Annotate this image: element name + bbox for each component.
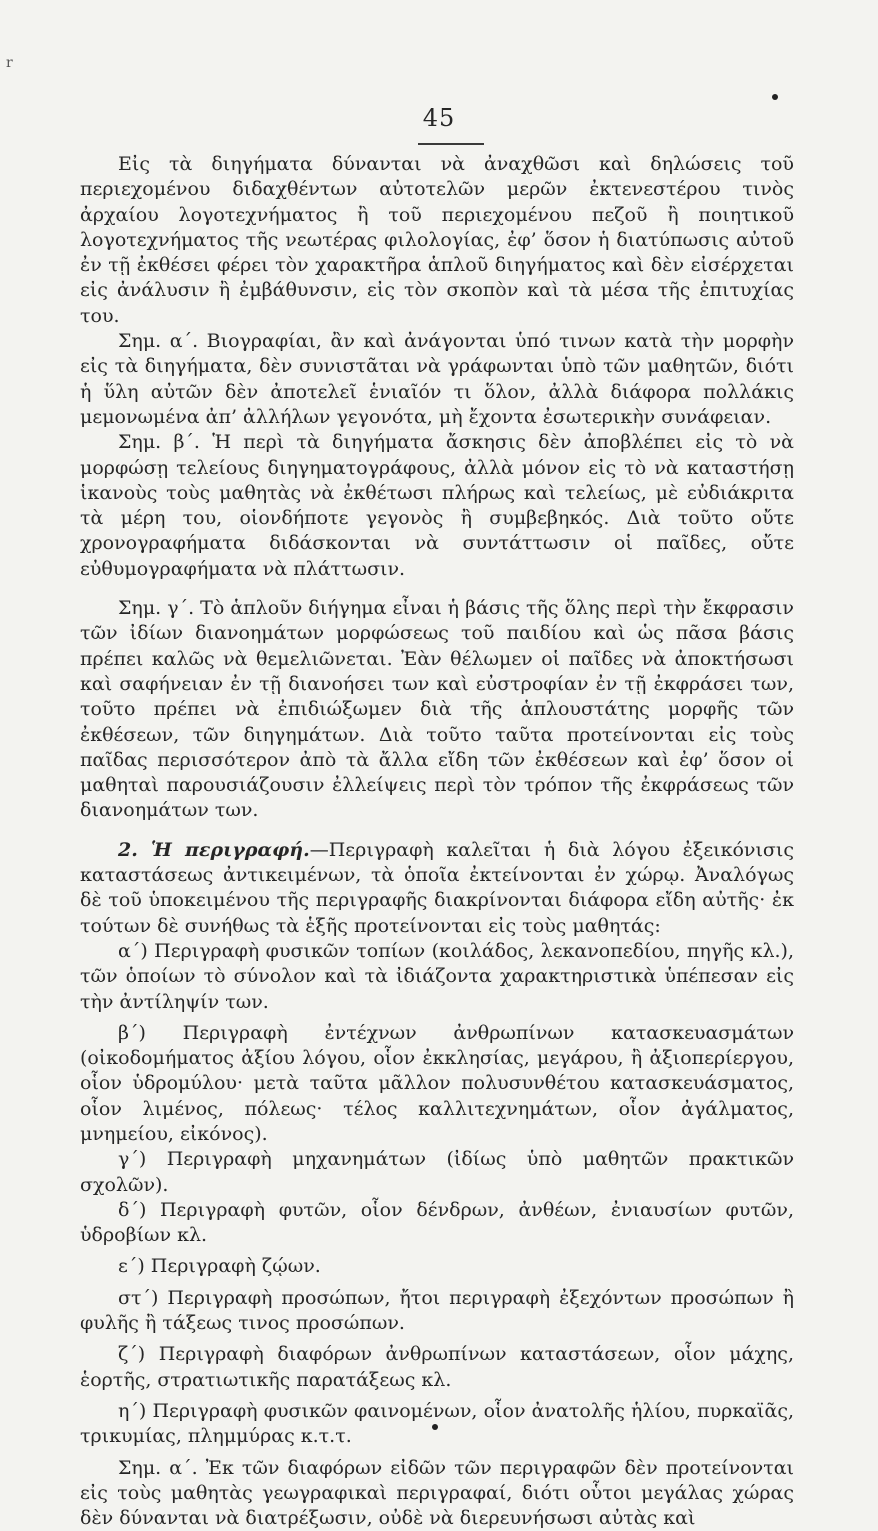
page-number: 45: [422, 104, 456, 132]
list-item-epsilon: ε΄) Περιγραφὴ ζῴων.: [118, 1255, 321, 1278]
list-item-stigma: στ΄) Περιγραφὴ προσώπων, ἤτοι περιγραφὴ ἐξεχόντων προσώπων ἢ φυλῆς ἢ τάξεως τινος προσώπων.: [80, 1286, 794, 1335]
note-final: Σημ. α΄. Ἐκ τῶν διαφόρων εἰδῶν τῶν περιγραφῶν δὲν προτείνονται εἰς τοὺς μαθητὰς γεωγραφικαὶ περιγραφαί, διότι οὗτοι μεγάλας χώρας δὲν δύνανται νὰ διατρέξωσιν, οὐδὲ νὰ διερευνήσωσι αὐτὰς καὶ: [80, 1456, 794, 1530]
section-description-text: —Περιγραφὴ καλεῖται ἡ διὰ λόγου ἐξεικόνισις καταστάσεως ἀντικειμένων, τὰ ὁποῖα ἐκτείνονται ἐν χώρῳ. Ἀναλόγως δὲ τοῦ ὑποκειμένου τῆς περιγραφῆς διακρίνονται διάφορα εἴδη αὐτῆς· ἐκ τούτων δὲ συνήθως τὰ ἑξῆς προτείνονται εἰς τοὺς μαθητάς:: [80, 838, 794, 937]
body-text: [80, 152, 794, 1531]
note-beta: Σημ. β΄. Ἡ περὶ τὰ διηγήματα ἄσκησις δὲν ἀποβλέπει εἰς τὸ νὰ μορφώσῃ τελείους διηγηματογράφους, ἀλλὰ μόνον εἰς τὸ νὰ καταστήσῃ ἱκανοὺς τοὺς μαθητὰς νὰ ἐκθέτωσι πλήρως καὶ τελείως, μὲ εὐδιάκριτα τὰ μέρη του, οἱονδήποτε γεγονὸς ἢ συμβεβηκός. Διὰ τοῦτο οὔτε χρονογραφήματα διδάσκονται νὰ συντάττωσιν οἱ παῖδες, οὔτε εὐθυμογραφήματα νὰ πλάττωσιν.: [80, 431, 794, 580]
ink-dot: [432, 1424, 438, 1430]
list-item-gamma: γ΄) Περιγραφὴ μηχανημάτων (ἰδίως ὑπὸ μαθητῶν πρακτικῶν σχολῶν).: [80, 1148, 794, 1196]
list-item-eta: η΄) Περιγραφὴ φυσικῶν φαινομένων, οἷον ἀνατολῆς ἡλίου, πυρκαϊᾶς, τρικυμίας, πλημμύρας κ.τ.τ.: [80, 1399, 794, 1448]
list-item-zeta: ζ΄) Περιγραφὴ διαφόρων ἀνθρωπίνων καταστάσεων, οἷον μάχης, ἑορτῆς, στρατιωτικῆς παρατάξεως κλ.: [80, 1343, 794, 1391]
list-item-alpha: α΄) Περιγραφὴ φυσικῶν τοπίων (κοιλάδος, λεκανοπεδίου, πηγῆς κλ.), τῶν ὁποίων τὸ σύνολον καὶ τὰ ἰδιάζοντα χαρακτηριστικὰ ὑπέπεσαν εἰς τὴν ἀντίληψίν των.: [80, 939, 794, 1013]
corner-mark: r: [6, 55, 13, 71]
ink-dot: [772, 94, 778, 100]
note-alpha: Σημ. α΄. Βιογραφίαι, ἂν καὶ ἀνάγονται ὑπό τινων κατὰ τὴν μορφὴν εἰς τὰ διηγήματα, δὲν συνιστᾶται νὰ γράφωνται ὑπὸ τῶν μαθητῶν, διότι ἡ ὕλη αὐτῶν δὲν ἀποτελεῖ ἑνιαῖόν τι ὅλον, ἀλλὰ διάφορα πολλάκις μεμονωμένα ἀπ’ ἀλλήλων γεγονότα, μὴ ἔχοντα ἐσωτερικὴν συνάφειαν.: [80, 330, 794, 428]
section-description: [80, 838, 794, 939]
paragraph-intro: Εἰς τὰ διηγήματα δύνανται νὰ ἀναχθῶσι καὶ δηλώσεις τοῦ περιεχομένου διδαχθέντων αὐτοτελῶν μερῶν ἐκτενεστέρου τινὸς ἀρχαίου λογοτεχνήματος ἢ τοῦ περιεχομένου πεζοῦ ἢ ποιητικοῦ λογοτεχνήματος τῆς νεωτέρας φιλολογίας, ἐφ’ ὅσον ἡ διατύπωσις αὐτοῦ ἐν τῇ ἐκθέσει φέρει τὸν χαρακτῆρα ἁπλοῦ διηγήματος καὶ δὲν εἰσέρχεται εἰς ἀνάλυσιν ἢ ἐμβάθυνσιν, εἰς τὸν σκοπὸν καὶ τὰ μέσα τῆς ἐπιτυχίας του.: [80, 153, 794, 327]
list-item-beta: β΄) Περιγραφὴ ἐντέχνων ἀνθρωπίνων κατασκευασμάτων (οἰκοδομήματος ἀξίου λόγου, οἷον ἐκκλησίας, μεγάρου, ἢ ἀξιοπερίεργου, οἷον ὑδρομύλου· μετὰ ταῦτα μᾶλλον πολυσυνθέτου κατασκευάσματος, οἷον λιμένος, πόλεως· τέλος καλλιτεχνημάτων, οἷον ἀγάλματος, μνημείου, εἰκόνος).: [80, 1021, 794, 1145]
list-item-delta: δ΄) Περιγραφὴ φυτῶν, οἷον δένδρων, ἀνθέων, ἐνιαυσίων φυτῶν, ὑδροβίων κλ.: [80, 1198, 794, 1247]
section-heading: 2. Ἡ περιγραφή.: [118, 838, 310, 861]
page-number-rule: [418, 143, 484, 145]
note-gamma: Σημ. γ΄. Τὸ ἁπλοῦν διήγημα εἶναι ἡ βάσις τῆς ὅλης περὶ τὴν ἔκφρασιν τῶν ἰδίων διανοημάτων μορφώσεως τοῦ παιδίου καὶ ὡς πᾶσα βάσις πρέπει καλῶς νὰ θεμελιῶνεται. Ἐὰν θέλωμεν οἱ παῖδες νὰ ἀποκτήσωσι καὶ σαφήνειαν ἐν τῇ διανοήσει των καὶ εὐστροφίαν ἐν τῇ ἐκφράσει των, τοῦτο πρέπει νὰ ἐπιδιώξωμεν διὰ τῆς ἁπλουστάτης μορφῆς τῶν ἐκθέσεων, τῶν διηγημάτων. Διὰ τοῦτο ταῦτα προτείνονται εἰς τοὺς παῖδας περισσότερον ἀπὸ τὰ ἄλλα εἴδη τῶν ἐκθέσεων καὶ ἐφ’ ὅσον οἱ μαθηταὶ παρουσιάζουσιν ἐλλείψεις περὶ τὸν τρόπον τῆς ἐκφράσεως τῶν διανοημάτων των.: [80, 597, 794, 822]
